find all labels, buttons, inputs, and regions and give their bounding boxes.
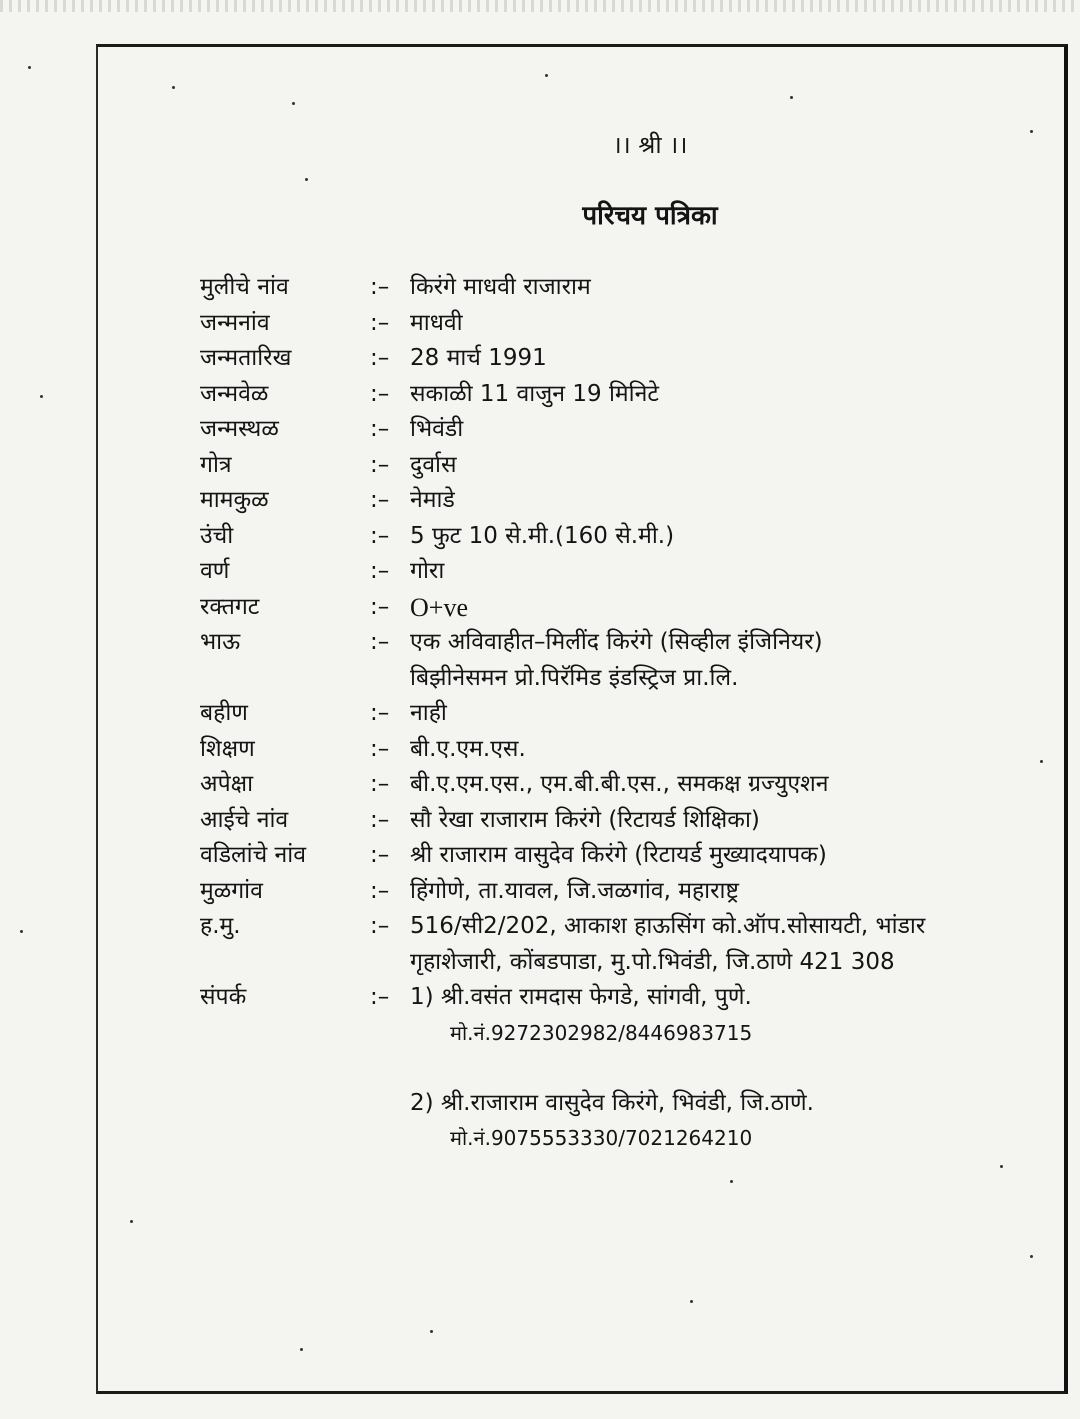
field-value: दुर्वास	[410, 451, 457, 478]
field-label: जन्मस्थळ	[200, 416, 279, 442]
scan-speck	[790, 96, 793, 99]
field-label: उंची	[200, 522, 234, 549]
contact-row	[200, 980, 1060, 1016]
field-separator: :–	[370, 629, 390, 655]
scan-speck	[130, 1220, 133, 1223]
field-value: किरंगे माधवी राजाराम	[410, 274, 591, 300]
scan-speck	[305, 178, 308, 181]
contact-label: संपर्क	[200, 984, 247, 1010]
field-separator: :–	[370, 771, 390, 797]
field-row	[200, 270, 1060, 306]
field-label: शिक्षण	[200, 735, 255, 762]
field-label: वडिलांचे नांव	[200, 842, 307, 868]
field-separator: :–	[370, 842, 390, 868]
scan-speck	[430, 1330, 433, 1333]
field-separator: :–	[370, 913, 390, 939]
field-row	[200, 377, 1060, 413]
scan-speck	[730, 1180, 733, 1183]
field-value: 28 मार्च 1991	[410, 345, 547, 371]
field-row	[200, 696, 1060, 732]
field-separator: :–	[370, 416, 390, 442]
scan-speck	[1000, 1165, 1003, 1168]
field-label: मुळगांव	[200, 877, 263, 904]
field-value: 516/सी2/202, आकाश हाऊसिंग को.ऑप.सोसायटी, भांडार	[410, 913, 926, 939]
field-separator: :–	[370, 487, 390, 513]
field-value: नाही	[410, 700, 447, 726]
field-row	[200, 803, 1060, 839]
contact-entry-line: 1) श्री.वसंत रामदास फेगडे, सांगवी, पुणे.	[410, 984, 752, 1010]
field-value: नेमाडे	[410, 487, 455, 513]
field-label: आईचे नांव	[200, 806, 289, 833]
field-label: ह.मु.	[200, 913, 241, 939]
field-separator: :–	[370, 593, 390, 620]
field-separator: :–	[370, 735, 390, 762]
field-separator: :–	[370, 309, 390, 336]
contact-spacer	[410, 1050, 1060, 1086]
field-label: अपेक्षा	[200, 771, 254, 797]
scan-speck	[292, 102, 295, 105]
field-separator: :–	[370, 877, 390, 904]
field-label: बहीण	[200, 700, 248, 726]
field-separator: :–	[370, 806, 390, 833]
field-row	[200, 448, 1060, 484]
field-separator: :–	[370, 274, 390, 300]
field-row	[200, 483, 1060, 519]
field-label: जन्मवेळ	[200, 380, 269, 407]
field-value: बी.ए.एम.एस., एम.बी.बी.एस., समकक्ष ग्रज्युएशन	[410, 771, 829, 797]
scan-speck	[690, 1300, 693, 1303]
field-value: बी.ए.एम.एस.	[410, 735, 526, 762]
field-label: मुलीचे नांव	[200, 274, 289, 300]
field-row	[200, 412, 1060, 448]
field-value: 5 फुट 10 से.मी.(160 से.मी.)	[410, 522, 675, 549]
contact-entries	[200, 1016, 1060, 1156]
field-row	[200, 519, 1060, 555]
document-title: परिचय पत्रिका	[582, 201, 718, 231]
field-label: वर्ण	[200, 558, 230, 584]
field-row	[200, 909, 1060, 945]
field-separator: :–	[370, 380, 390, 407]
scan-top-smudge	[0, 0, 1080, 12]
scan-speck	[28, 66, 31, 69]
field-value: सौ रेखा राजाराम किरंगे (रिटायर्ड शिक्षिका)	[410, 806, 760, 833]
field-value-continuation: बिझीनेसमन प्रो.पिरॅमिड इंडस्ट्रिज प्रा.लि.	[410, 664, 739, 691]
field-label: रक्तगट	[200, 593, 260, 620]
field-label: जन्मनांव	[200, 309, 270, 336]
scan-speck	[172, 86, 175, 89]
field-separator: :–	[370, 558, 390, 584]
field-value: श्री राजाराम वासुदेव किरंगे (रिटायर्ड मुख्यादयापक)	[410, 842, 827, 868]
scan-speck	[40, 395, 43, 398]
field-value: भिवंडी	[410, 416, 464, 442]
contact-phone: मो.नं.9272302982/8446983715	[450, 1020, 753, 1045]
profile-fields	[200, 270, 1060, 1155]
field-label: जन्मतारिख	[200, 345, 292, 371]
contact-entry-line: 2) श्री.राजाराम वासुदेव किरंगे, भिवंडी, जि.ठाणे.	[410, 1089, 814, 1116]
scan-speck	[300, 1348, 303, 1351]
field-row	[200, 625, 1060, 661]
field-value: सकाळी 11 वाजुन 19 मिनिटे	[410, 380, 659, 407]
field-label: मामकुळ	[200, 487, 269, 513]
field-separator: :–	[370, 345, 390, 371]
scan-speck	[1030, 1255, 1033, 1258]
field-label: गोत्र	[200, 451, 232, 478]
scan-speck	[545, 74, 548, 77]
field-separator: :–	[370, 984, 390, 1010]
field-value: हिंगोणे, ता.यावल, जि.जळगांव, महाराष्ट्र	[410, 877, 739, 904]
field-row	[200, 874, 1060, 910]
field-row	[200, 306, 1060, 342]
field-row	[200, 341, 1060, 377]
field-row	[200, 590, 1060, 626]
field-row	[200, 554, 1060, 590]
field-separator: :–	[370, 522, 390, 549]
field-value: गोरा	[410, 558, 445, 584]
field-row	[200, 767, 1060, 803]
field-value: माधवी	[410, 309, 463, 336]
field-row	[200, 838, 1060, 874]
field-separator: :–	[370, 700, 390, 726]
contact-phone: मो.नं.9075553330/7021264210	[450, 1126, 753, 1150]
field-separator: :–	[370, 451, 390, 478]
field-value: एक अविवाहीत–मिलींद किरंगे (सिव्हील इंजिनियर)	[410, 629, 823, 655]
field-label: भाऊ	[200, 629, 241, 655]
scan-speck	[20, 930, 23, 933]
field-value-continuation: गृहाशेजारी, कोंबडपाडा, मु.पो.भिवंडी, जि.ठाणे 421 308	[410, 948, 895, 975]
field-value: O+ve	[410, 592, 468, 622]
field-row	[200, 732, 1060, 768]
invocation-heading: ।। श्री ।।	[612, 131, 688, 159]
